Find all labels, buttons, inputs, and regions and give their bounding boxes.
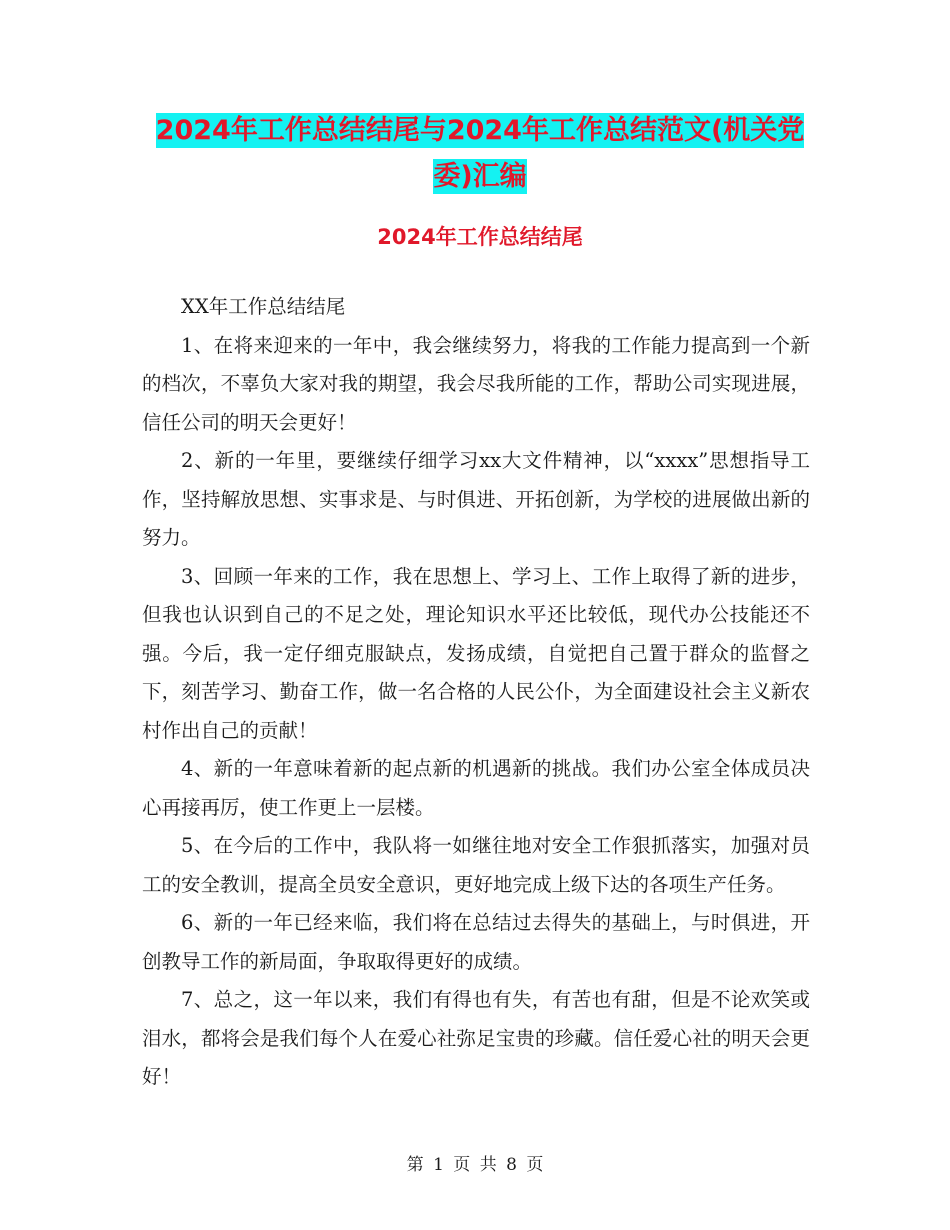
document-title-text: 2024年工作总结结尾与2024年工作总结范文(机关党委)汇编 bbox=[155, 115, 805, 192]
paragraph-heading: XX年工作总结结尾 bbox=[181, 295, 346, 318]
paragraph-7: 7、总之，这一年以来，我们有得也有失，有苦也有甜，但是不论欢笑或泪水，都将会是我们每个人在爱心社弥足宝贵的珍藏。信任爱心社的明天会更好！ bbox=[142, 988, 810, 1088]
paragraph-1: 1、在将来迎来的一年中，我会继续努力，将我的工作能力提高到一个新的档次，不辜负大家对我的期望，我会尽我所能的工作，帮助公司实现进展，信任公司的明天会更好！ bbox=[142, 333, 810, 434]
document-title bbox=[140, 108, 820, 200]
page-number-footer: 第 1 页 共 8 页 bbox=[406, 1155, 544, 1175]
paragraph-4: 4、新的一年意味着新的起点新的机遇新的挑战。我们办公室全体成员决心再接再厉，使工作更上一层楼。 bbox=[142, 757, 810, 819]
document-body bbox=[142, 288, 810, 1097]
paragraph-3: 3、回顾一年来的工作，我在思想上、学习上、工作上取得了新的进步，但我也认识到自己的不足之处，理论知识水平还比较低，现代办公技能还不强。今后，我一定仔细克服缺点，发扬成绩，自觉把自己置于群众的监督之下，刻苦学习、勤奋工作，做一名合格的人民公仆，为全面建设社会主义新农村作出自己的贡献！ bbox=[142, 564, 810, 742]
section-title: 2024年工作总结结尾 bbox=[377, 225, 583, 249]
paragraph-5: 5、在今后的工作中，我队将一如继往地对安全工作狠抓落实，加强对员工的安全教训，提高全员安全意识，更好地完成上级下达的各项生产任务。 bbox=[142, 834, 810, 896]
paragraph-2: 2、新的一年里，要继续仔细学习xx大文件精神，以“xxxx”思想指导工作，坚持解放思想、实事求是、与时俱进、开拓创新，为学校的进展做出新的努力。 bbox=[142, 449, 810, 549]
paragraph-6: 6、新的一年已经来临，我们将在总结过去得失的基础上，与时俱进，开创教导工作的新局面，争取取得更好的成绩。 bbox=[142, 911, 810, 973]
